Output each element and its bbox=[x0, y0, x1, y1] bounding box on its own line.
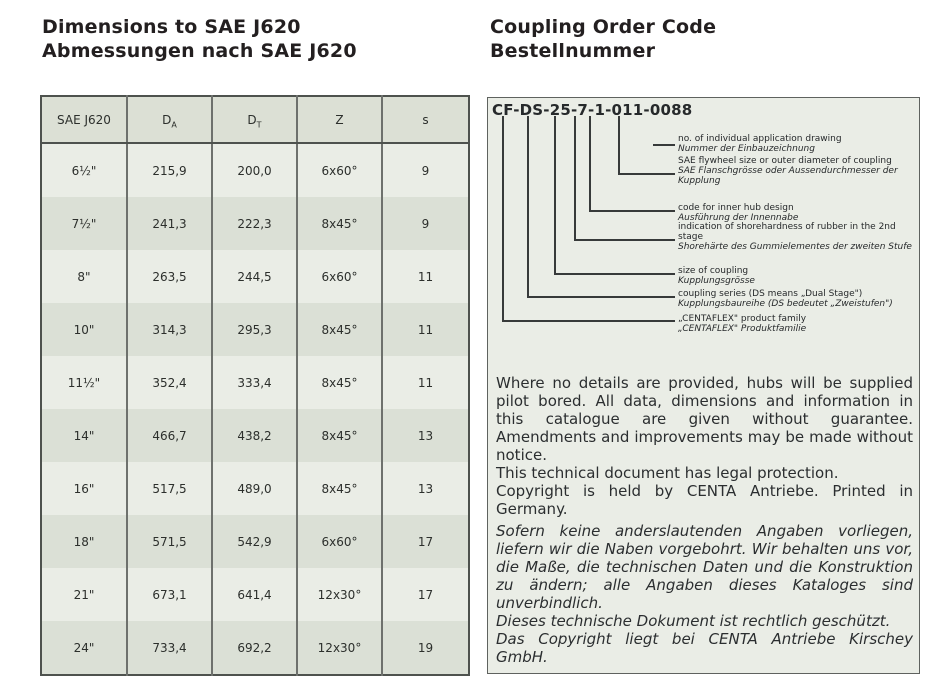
right-section-title bbox=[490, 15, 716, 63]
legend-item-shorehardness bbox=[678, 222, 915, 252]
cell-size: 11½" bbox=[41, 356, 127, 409]
cell-z: 8x45° bbox=[297, 303, 382, 356]
left-title-de: Abmessungen nach SAE J620 bbox=[42, 40, 357, 62]
cell-size: 21" bbox=[41, 568, 127, 621]
cell-da: 517,5 bbox=[127, 462, 212, 515]
notice-paragraph: Where no details are provided, hubs will be supplied pilot bored. All data, dimensions and information in this catalogue are given without guarantee. Amendments and improvements may be made without notice. bbox=[496, 374, 913, 464]
cell-dt: 222,3 bbox=[212, 197, 297, 250]
table-row bbox=[41, 143, 469, 197]
cell-z: 12x30° bbox=[297, 568, 382, 621]
cell-dt: 692,2 bbox=[212, 621, 297, 675]
table-row bbox=[41, 303, 469, 356]
table-row bbox=[41, 621, 469, 675]
notice-paragraph: Das Copyright liegt bei CENTA Antriebe Kirschey GmbH. bbox=[496, 630, 913, 666]
cell-da: 241,3 bbox=[127, 197, 212, 250]
cell-s: 9 bbox=[382, 197, 469, 250]
cell-da: 314,3 bbox=[127, 303, 212, 356]
col-header-da: $D_A$ bbox=[127, 96, 212, 143]
table-row bbox=[41, 462, 469, 515]
cell-da: 733,4 bbox=[127, 621, 212, 675]
legend-label-de: „CENTAFLEX" Produktfamilie bbox=[678, 324, 807, 334]
cell-s: 17 bbox=[382, 568, 469, 621]
cell-dt: 641,4 bbox=[212, 568, 297, 621]
cell-size: 16" bbox=[41, 462, 127, 515]
legend-item-coupling-series bbox=[678, 289, 915, 309]
notice-english bbox=[496, 374, 913, 518]
cell-size: 14" bbox=[41, 409, 127, 462]
order-code-panel bbox=[487, 97, 920, 674]
cell-da: 466,7 bbox=[127, 409, 212, 462]
connector-line bbox=[555, 116, 675, 274]
order-code: CF-DS-25-7-1-011-0088 bbox=[492, 101, 693, 119]
legend-item-product-family bbox=[678, 314, 915, 334]
legend-item-coupling-size bbox=[678, 266, 915, 286]
legend-label-de: Kupplungsbaureihe (DS bedeutet „Zweistufen") bbox=[678, 299, 893, 309]
cell-s: 11 bbox=[382, 303, 469, 356]
cell-dt: 542,9 bbox=[212, 515, 297, 568]
legend-label-en: coupling series (DS means „Dual Stage") bbox=[678, 289, 863, 299]
legend-label-de: Kupplungsgrösse bbox=[678, 276, 755, 286]
legend-label-en: „CENTAFLEX" product family bbox=[678, 314, 807, 324]
legend-label-de: Ausführung der Innennabe bbox=[678, 213, 799, 223]
dimensions-table bbox=[40, 95, 470, 676]
table-row bbox=[41, 515, 469, 568]
cell-z: 12x30° bbox=[297, 621, 382, 675]
cell-z: 6x60° bbox=[297, 250, 382, 303]
legend-label-de: Shorehärte des Gummielementes der zweiten Stufe bbox=[678, 242, 912, 252]
left-section-title bbox=[42, 15, 357, 63]
left-title-en: Dimensions to SAE J620 bbox=[42, 16, 301, 38]
cell-dt: 438,2 bbox=[212, 409, 297, 462]
cell-da: 673,1 bbox=[127, 568, 212, 621]
cell-z: 8x45° bbox=[297, 409, 382, 462]
connector-line bbox=[528, 116, 675, 297]
cell-s: 13 bbox=[382, 409, 469, 462]
cell-s: 11 bbox=[382, 356, 469, 409]
cell-dt: 333,4 bbox=[212, 356, 297, 409]
legend-label-en: no. of individual application drawing bbox=[678, 134, 842, 144]
notice-paragraph: Dieses technische Dokument ist rechtlich geschützt. bbox=[496, 612, 891, 630]
cell-s: 9 bbox=[382, 143, 469, 197]
cell-da: 571,5 bbox=[127, 515, 212, 568]
legend-label-de: Nummer der Einbauzeichnung bbox=[678, 144, 815, 154]
table-row bbox=[41, 409, 469, 462]
col-header-z: Z bbox=[297, 96, 382, 143]
legend-label-en: code for inner hub design bbox=[678, 203, 794, 213]
cell-z: 6x60° bbox=[297, 143, 382, 197]
table-row bbox=[41, 356, 469, 409]
cell-z: 8x45° bbox=[297, 197, 382, 250]
cell-da: 215,9 bbox=[127, 143, 212, 197]
cell-dt: 200,0 bbox=[212, 143, 297, 197]
cell-da: 263,5 bbox=[127, 250, 212, 303]
cell-dt: 295,3 bbox=[212, 303, 297, 356]
col-header-s: s bbox=[382, 96, 469, 143]
cell-z: 8x45° bbox=[297, 462, 382, 515]
legend-item-application-drawing bbox=[678, 134, 915, 154]
table-row bbox=[41, 197, 469, 250]
cell-s: 13 bbox=[382, 462, 469, 515]
cell-size: 7½" bbox=[41, 197, 127, 250]
notice-paragraph: This technical document has legal protection. bbox=[496, 464, 839, 482]
cell-s: 17 bbox=[382, 515, 469, 568]
cell-s: 11 bbox=[382, 250, 469, 303]
legend-label-de: SAE Flanschgrösse oder Aussendurchmesser der Kupplung bbox=[678, 166, 898, 186]
cell-size: 18" bbox=[41, 515, 127, 568]
cell-z: 8x45° bbox=[297, 356, 382, 409]
notice-german bbox=[496, 522, 913, 666]
col-header-dt: $D_T$ bbox=[212, 96, 297, 143]
legend-item-flywheel-size bbox=[678, 156, 915, 186]
cell-z: 6x60° bbox=[297, 515, 382, 568]
connector-line bbox=[590, 116, 675, 211]
right-title-de: Bestellnummer bbox=[490, 40, 656, 62]
notice-paragraph: Copyright is held by CENTA Antriebe. Printed in Germany. bbox=[496, 482, 913, 518]
cell-size: 6½" bbox=[41, 143, 127, 197]
table-header-row bbox=[41, 96, 469, 143]
legend-label-en: SAE flywheel size or outer diameter of coupling bbox=[678, 156, 892, 166]
cell-s: 19 bbox=[382, 621, 469, 675]
cell-dt: 489,0 bbox=[212, 462, 297, 515]
cell-dt: 244,5 bbox=[212, 250, 297, 303]
cell-size: 24" bbox=[41, 621, 127, 675]
legend-item-hub-design bbox=[678, 203, 915, 223]
col-header-sae-j620: SAE J620 bbox=[41, 96, 127, 143]
legend-label-en: indication of shorehardness of rubber in the 2nd stage bbox=[678, 222, 896, 242]
cell-da: 352,4 bbox=[127, 356, 212, 409]
table-row bbox=[41, 568, 469, 621]
right-title-en: Coupling Order Code bbox=[490, 16, 717, 38]
notice-paragraph: Sofern keine anderslautenden Angaben vorliegen, liefern wir die Naben vorgebohrt. Wir behalten uns vor, die Maße, die technischen Daten und die Konstruktion zu ändern; alle Angaben dieses Kataloges sind unverbindlich. bbox=[496, 522, 913, 612]
cell-size: 8" bbox=[41, 250, 127, 303]
legend-label-en: size of coupling bbox=[678, 266, 749, 276]
table-row bbox=[41, 250, 469, 303]
cell-size: 10" bbox=[41, 303, 127, 356]
